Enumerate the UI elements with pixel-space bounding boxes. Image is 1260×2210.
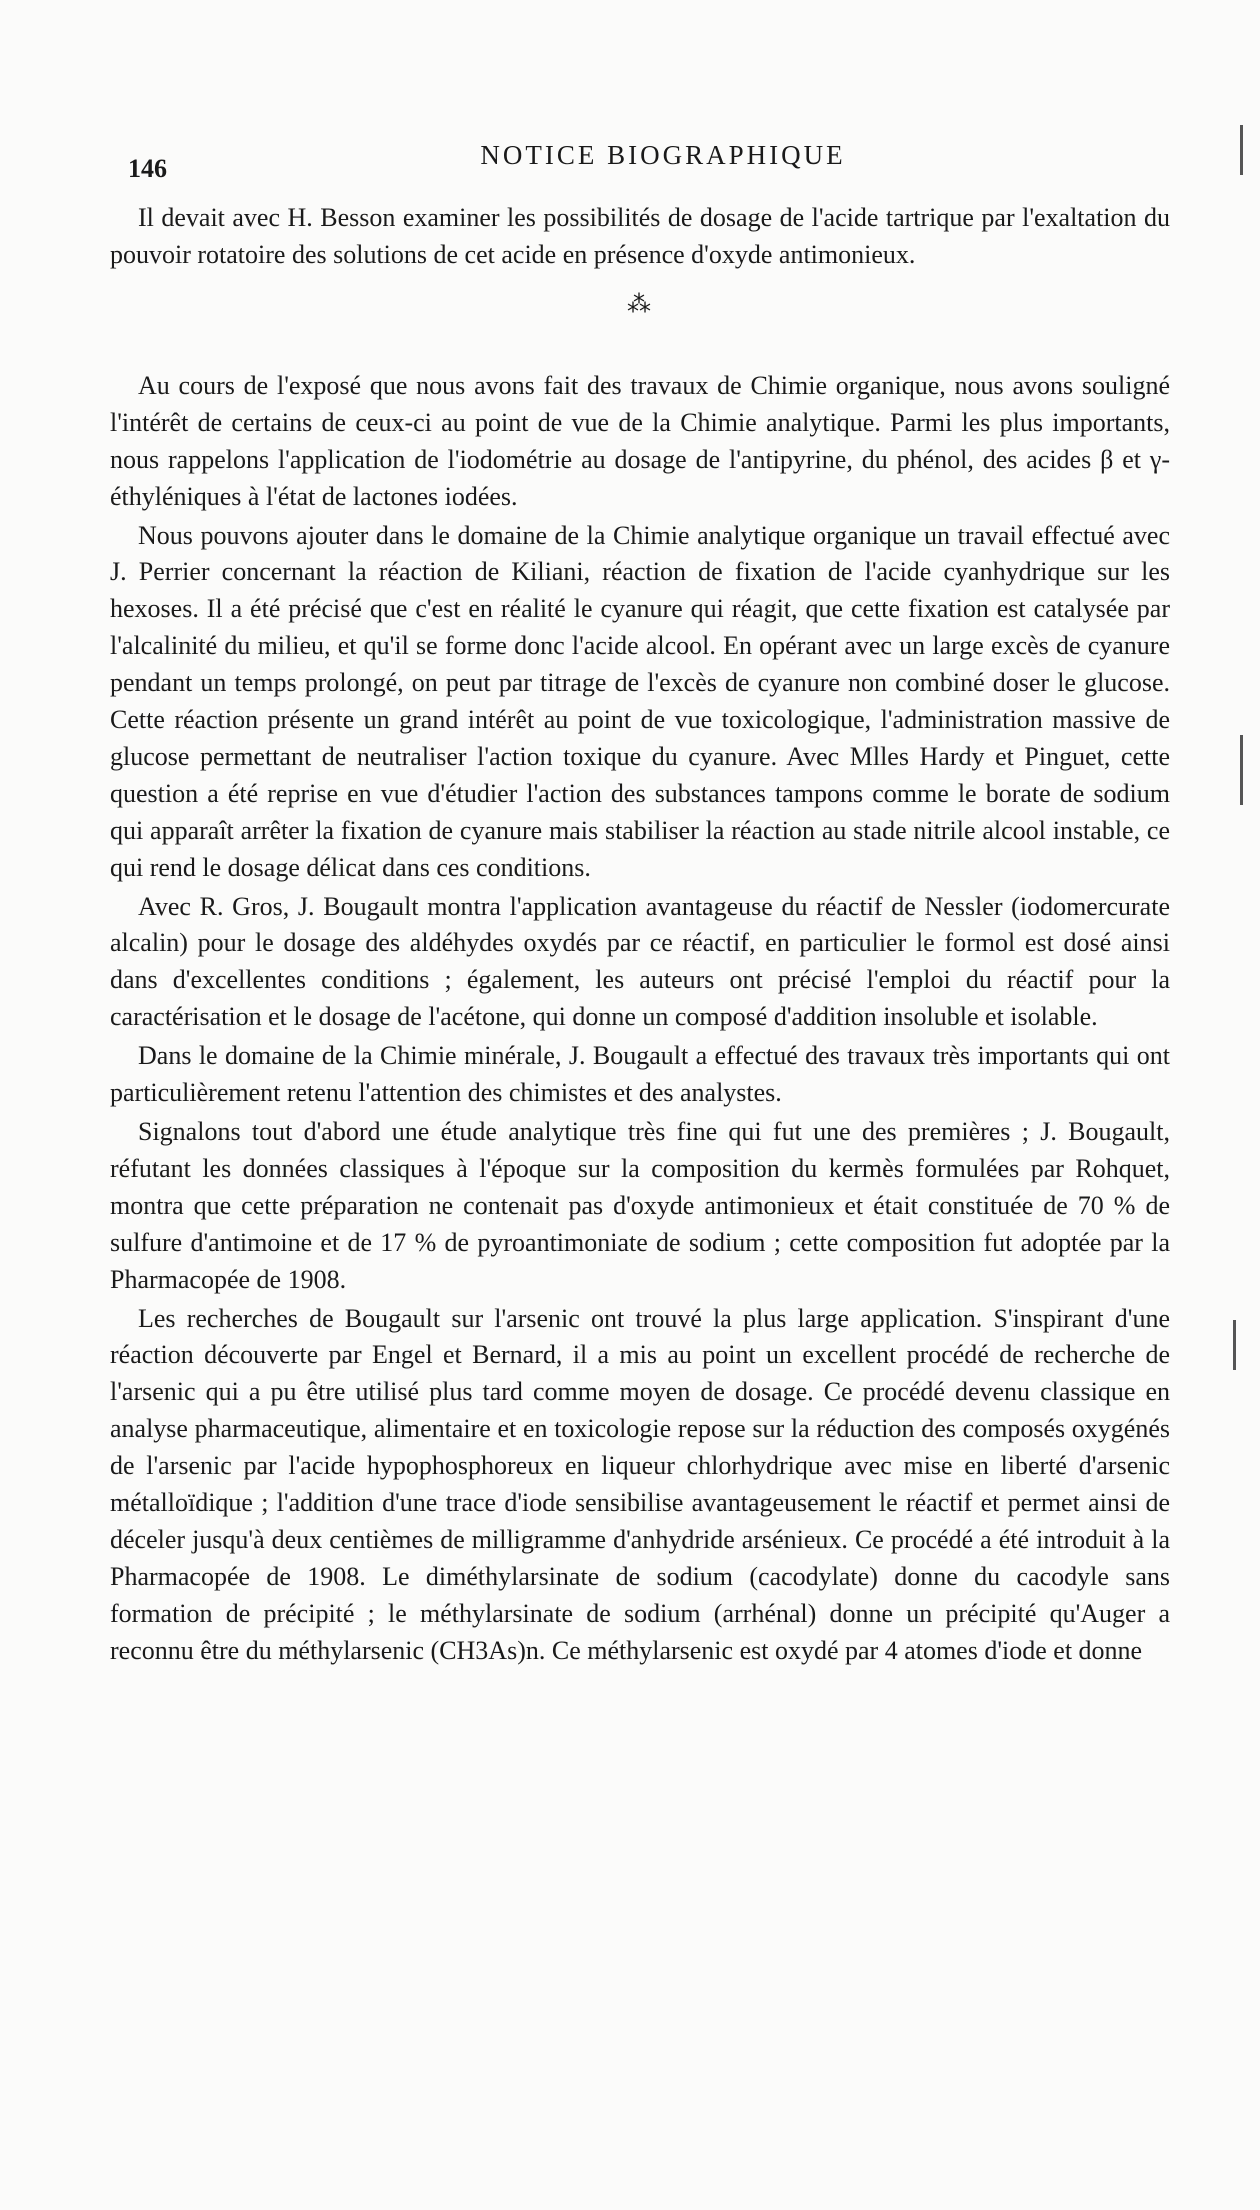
asterism-separator: ⁂ [627,291,653,318]
running-title: NOTICE BIOGRAPHIQUE [480,140,846,170]
paragraph-3: Nous pouvons ajouter dans le domaine de la Chimie analytique organique un travail effectué avec J. Perrier concernant la réaction de Kiliani, réaction de fixation de l'acide cyanhydrique sur les hexoses. Il a été précisé que c'est en réalité le cyanure qui réagit, que cette fixation est catalysée par l'alcalinité du milieu, et qu'il se forme donc l'acide alcool. En opérant avec un large excès de cyanure pendant un temps prolongé, on peut par titrage de l'excès de cyanure non combiné doser le glucose. Cette réaction présente un grand intérêt au point de vue toxicologique, l'administration massive de glucose permettant de neutraliser l'action toxique du cyanure. Avec Mlles Hardy et Pinguet, cette question a été reprise en vue d'étudier l'action des substances tampons comme le borate de sodium qui apparaît arrêter la fixation de cyanure mais stabiliser la réaction au stade nitrile alcool instable, ce qui rend le dosage délicat dans ces conditions. [110,520,1170,882]
page-number: 146 [128,154,167,183]
margin-mark [1240,735,1243,805]
body-text [110,200,1170,1672]
margin-mark [1240,125,1243,175]
paragraph-4: Avec R. Gros, J. Bougault montra l'application avantageuse du réactif de Nessler (iodomercurate alcalin) pour le dosage des aldéhydes oxydés par ce réactif, en particulier le formol est dosé ainsi dans d'excellentes conditions ; également, les auteurs ont précisé l'emploi du réactif pour la caractérisation et le dosage de l'acétone, qui donne un composé d'addition insoluble et isolable. [110,891,1170,1032]
paragraph-7: Les recherches de Bougault sur l'arsenic ont trouvé la plus large application. S'inspirant d'une réaction découverte par Engel et Bernard, il a mis au point un excellent procédé de recherche de l'arsenic qui a pu être utilisé plus tard comme moyen de dosage. Ce procédé devenu classique en analyse pharmaceutique, alimentaire et en toxicologie repose sur la réduction des composés oxygénés de l'arsenic par l'acide hypophosphoreux en liqueur chlorhydrique avec mise en liberté d'arsenic métalloïdique ; l'addition d'une trace d'iode sensibilise avantageusement le réactif et permet ainsi de déceler jusqu'à deux centièmes de milligramme d'anhydride arsénieux. Ce procédé a été introduit à la Pharmacopée de 1908. Le diméthylarsinate de sodium (cacodylate) donne du cacodyle sans formation de précipité ; le méthylarsinate de sodium (arrhénal) donne un précipité qu'Auger a reconnu être du méthylarsenic (CH3As)n. Ce méthylarsenic est oxydé par 4 atomes d'iode et donne [110,1303,1170,1665]
margin-mark [1233,1320,1236,1370]
paragraph-6: Signalons tout d'abord une étude analytique très fine qui fut une des premières ; J. Bougault, réfutant les données classiques à l'époque sur la composition du kermès formulées par Rohquet, montra que cette préparation ne contenait pas d'oxyde antimonieux et était constituée de 70 % de sulfure d'antimoine et de 17 % de pyroantimoniate de sodium ; cette composition fut adoptée par la Pharmacopée de 1908. [110,1117,1170,1294]
paragraph-2: Au cours de l'exposé que nous avons fait des travaux de Chimie organique, nous avons souligné l'intérêt de certains de ceux-ci au point de vue de la Chimie analytique. Parmi les plus importants, nous rappelons l'application de l'iodométrie au dosage de l'antipyrine, du phénol, des acides β et γ-éthyléniques à l'état de lactones iodées. [110,370,1170,511]
page-header [128,140,1128,183]
paragraph-5: Dans le domaine de la Chimie minérale, J. Bougault a effectué des travaux très importants qui ont particulièrement retenu l'attention des chimistes et des analystes. [110,1041,1170,1108]
paragraph-1: Il devait avec H. Besson examiner les possibilités de dosage de l'acide tartrique par l'exaltation du pouvoir rotatoire des solutions de cet acide en présence d'oxyde antimonieux. [110,203,1170,269]
